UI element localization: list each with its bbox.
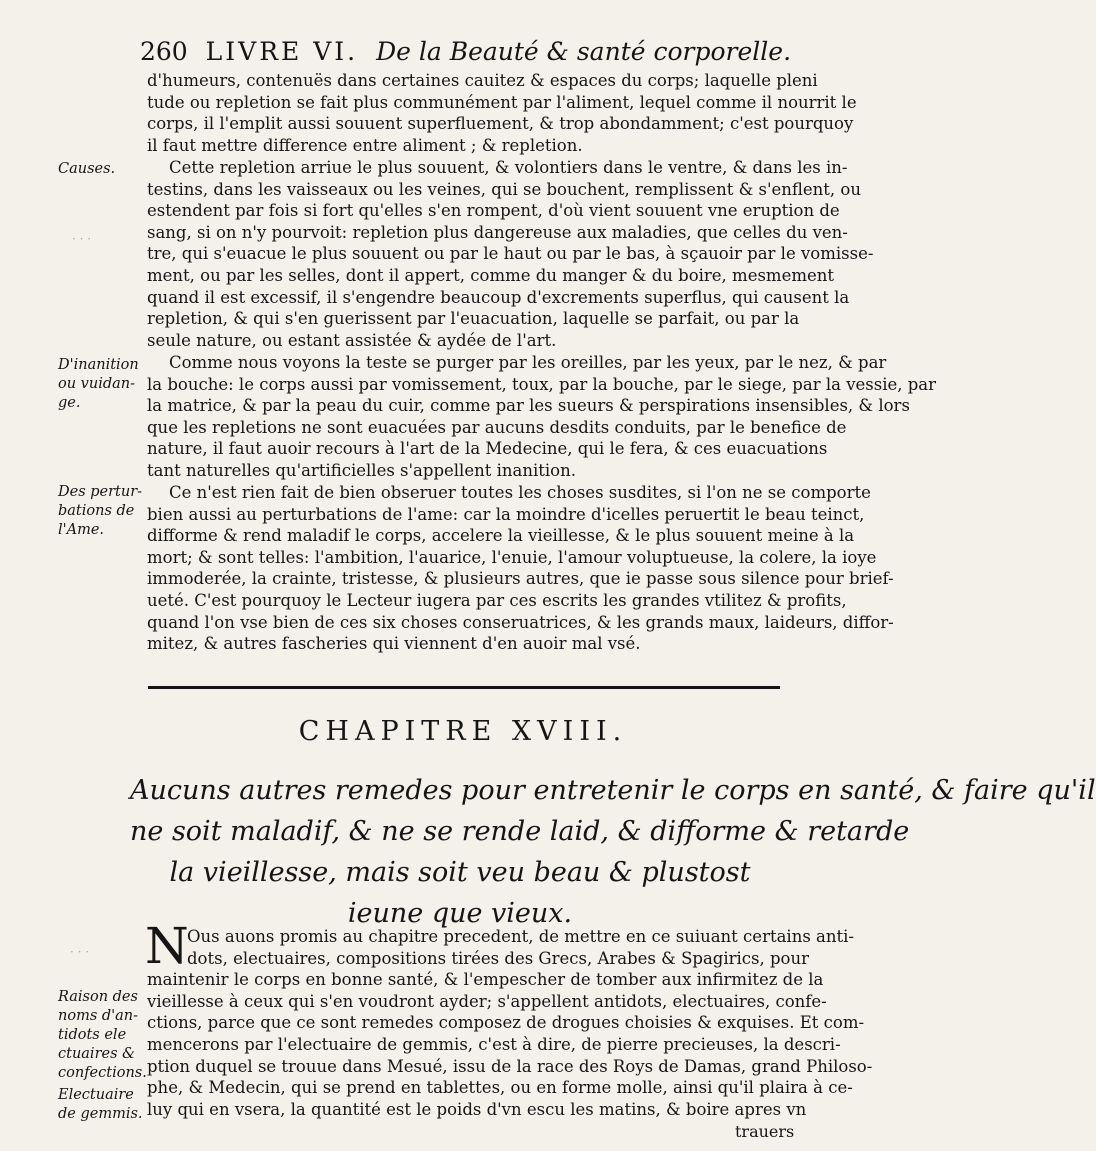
margin-note-raison	[58, 988, 147, 1083]
book-label: LIVRE VI.	[205, 37, 359, 66]
text-line: mencerons par l'electuaire de gemmis, c'est à dire, de pierre precieuses, la descri-	[147, 1034, 841, 1054]
text-line: ment, ou par les selles, dont il appert, comme du manger & du boire, mesmement	[147, 265, 835, 285]
margin-note-causes	[58, 160, 144, 179]
margin-note-line: Causes.	[58, 161, 116, 177]
text-line: immoderée, la crainte, tristesse, & plusieurs autres, que ie passe sous silence pour brief-	[147, 569, 894, 589]
running-title: De la Beauté & santé corporelle.	[376, 37, 792, 66]
margin-note-inanition	[58, 356, 144, 413]
margin-note-line: de gemmis.	[58, 1106, 143, 1122]
text-line: la bouche: le corps aussi par vomissement, toux, par la bouche, par le siege, par la vessie, par	[147, 374, 937, 394]
margin-note-line: l'Ame.	[58, 522, 105, 538]
paragraph-4	[147, 482, 894, 655]
text-line: dots, electuaires, compositions tirées des Grecs, Arabes & Spagirics, pour	[187, 948, 809, 968]
text-line: vieillesse à ceux qui s'en voudront ayder; s'appellent antidots, electuaires, confe-	[147, 991, 827, 1011]
chapter-title-line: ieune que vieux.	[347, 898, 573, 929]
margin-note-line: noms d'an-	[58, 1008, 139, 1024]
page-number: 260	[140, 37, 188, 66]
text-line: la matrice, & par la peau du cuir, comme par les sueurs & perspirations insensibles, & lors	[147, 396, 910, 416]
margin-note-line: tidots ele	[58, 1027, 127, 1043]
text-line: repletion, & qui s'en guerissent par l'euacuation, laquelle se parfait, ou par la	[147, 309, 800, 329]
text-line: maintenir le corps en bonne santé, & l'empescher de tomber aux infirmitez de la	[147, 970, 824, 990]
text-line: nature, il faut auoir recours à l'art de la Medecine, qui le fera, & ces euacuations	[147, 439, 828, 459]
text-line: testins, dans les vaisseaux ou les veines, qui se bouchent, remplissent & s'enflent, ou	[147, 179, 861, 199]
text-line: Ous auons promis au chapitre precedent, de mettre en ce suiuant certains anti-	[187, 927, 854, 946]
section-divider	[148, 686, 780, 689]
margin-note-line: ou vuidan-	[58, 376, 136, 392]
margin-note-perturbations	[58, 483, 144, 540]
drop-cap: N	[145, 917, 189, 975]
text-line: estendent par fois si fort qu'elles s'en rompent, d'où vient souuent vne eruption de	[147, 201, 840, 221]
text-line: quand l'on vse bien de ces six choses conseruatrices, & les grands maux, laideurs, diffor-	[147, 612, 894, 632]
margin-note-line: D'inanition	[58, 357, 139, 373]
chapter-title-line: Aucuns autres remedes pour entretenir le corps en santé, & faire qu'il	[130, 775, 1096, 806]
margin-note-line: confections.	[58, 1065, 147, 1081]
paragraph-1	[147, 70, 857, 156]
paragraph-3	[147, 352, 937, 482]
chapter-title	[130, 770, 1096, 934]
text-line: seule nature, ou estant assistée & aydée de l'art.	[147, 330, 557, 350]
bleed-through-mark: · · ·	[72, 232, 92, 246]
text-line: mort; & sont telles: l'ambition, l'auarice, l'enuie, l'amour voluptueuse, la colere, la ioye	[147, 547, 877, 567]
text-line: ption duquel se trouue dans Mesué, issu de la race des Roys de Damas, grand Philoso-	[147, 1056, 873, 1076]
text-line: difforme & rend maladif le corps, accelere la vieillesse, & le plus souuent meine à la	[147, 526, 855, 546]
text-line: Comme nous voyons la teste se purger par les oreilles, par les yeux, par le nez, & par	[169, 353, 887, 372]
text-line: tre, qui s'euacue le plus souuent ou par le haut ou par le bas, à sçauoir par le vomisse-	[147, 244, 874, 264]
text-line: phe, & Medecin, qui se prend en tablettes, ou en forme molle, ainsi qu'il plaira à ce-	[147, 1078, 853, 1098]
text-line: ctions, parce que ce sont remedes composez de drogues choisies & exquises. Et com-	[147, 1013, 865, 1033]
chapter-heading: CHAPITRE XVIII.	[298, 716, 628, 747]
bleed-through-mark: · · ·	[70, 945, 90, 959]
margin-note-electuaire	[58, 1086, 144, 1124]
text-line: quand il est excessif, il s'engendre beaucoup d'excrements superflus, qui causent la	[147, 287, 850, 307]
paragraph-5	[147, 926, 873, 1120]
chapter-title-line: la vieillesse, mais soit veu beau & plustost	[169, 857, 751, 888]
margin-note-line: Des pertur-	[58, 484, 143, 500]
margin-note-line: Electuaire	[58, 1087, 134, 1103]
text-line: Ce n'est rien fait de bien obseruer toutes les choses susdites, si l'on ne se comporte	[169, 483, 871, 502]
margin-note-line: ctuaires &	[58, 1046, 136, 1062]
margin-note-line: ge.	[58, 395, 81, 411]
text-line: tude ou repletion se fait plus communément par l'aliment, lequel comme il nourrit le	[147, 92, 857, 112]
text-line: corps, il l'emplit aussi souuent superfluement, & trop abondamment; c'est pourquoy	[147, 114, 854, 134]
text-line: ueté. C'est pourquoy le Lecteur iugera par ces escrits les grandes vtilitez & profits,	[147, 590, 847, 610]
text-line: d'humeurs, contenuës dans certaines cauitez & espaces du corps; laquelle pleni	[147, 71, 818, 90]
paragraph-2	[147, 157, 874, 351]
text-line: luy qui en vsera, la quantité est le poids d'vn escu les matins, & boire apres vn	[147, 1099, 807, 1119]
text-line: Cette repletion arriue le plus souuent, & volontiers dans le ventre, & dans les in-	[169, 158, 848, 177]
running-header	[140, 34, 790, 70]
text-line: tant naturelles qu'artificielles s'appellent inanition.	[147, 460, 576, 480]
catchword: trauers	[735, 1122, 795, 1141]
text-line: mitez, & autres fascheries qui viennent d'en auoir mal vsé.	[147, 634, 641, 654]
text-line: que les repletions ne sont euacuées par aucuns desdits conduits, par le benefice de	[147, 417, 847, 437]
text-line: sang, si on n'y pourvoit: repletion plus dangereuse aux maladies, que celles du ven-	[147, 222, 848, 242]
text-line: il faut mettre difference entre aliment ; & repletion.	[147, 135, 583, 155]
margin-note-line: bations de	[58, 503, 135, 519]
chapter-title-line: ne soit maladif, & ne se rende laid, & difforme & retarde	[130, 816, 910, 847]
text-line: bien aussi au perturbations de l'ame: car la moindre d'icelles peruertit le beau teinct,	[147, 504, 865, 524]
margin-note-line: Raison des	[58, 989, 138, 1005]
